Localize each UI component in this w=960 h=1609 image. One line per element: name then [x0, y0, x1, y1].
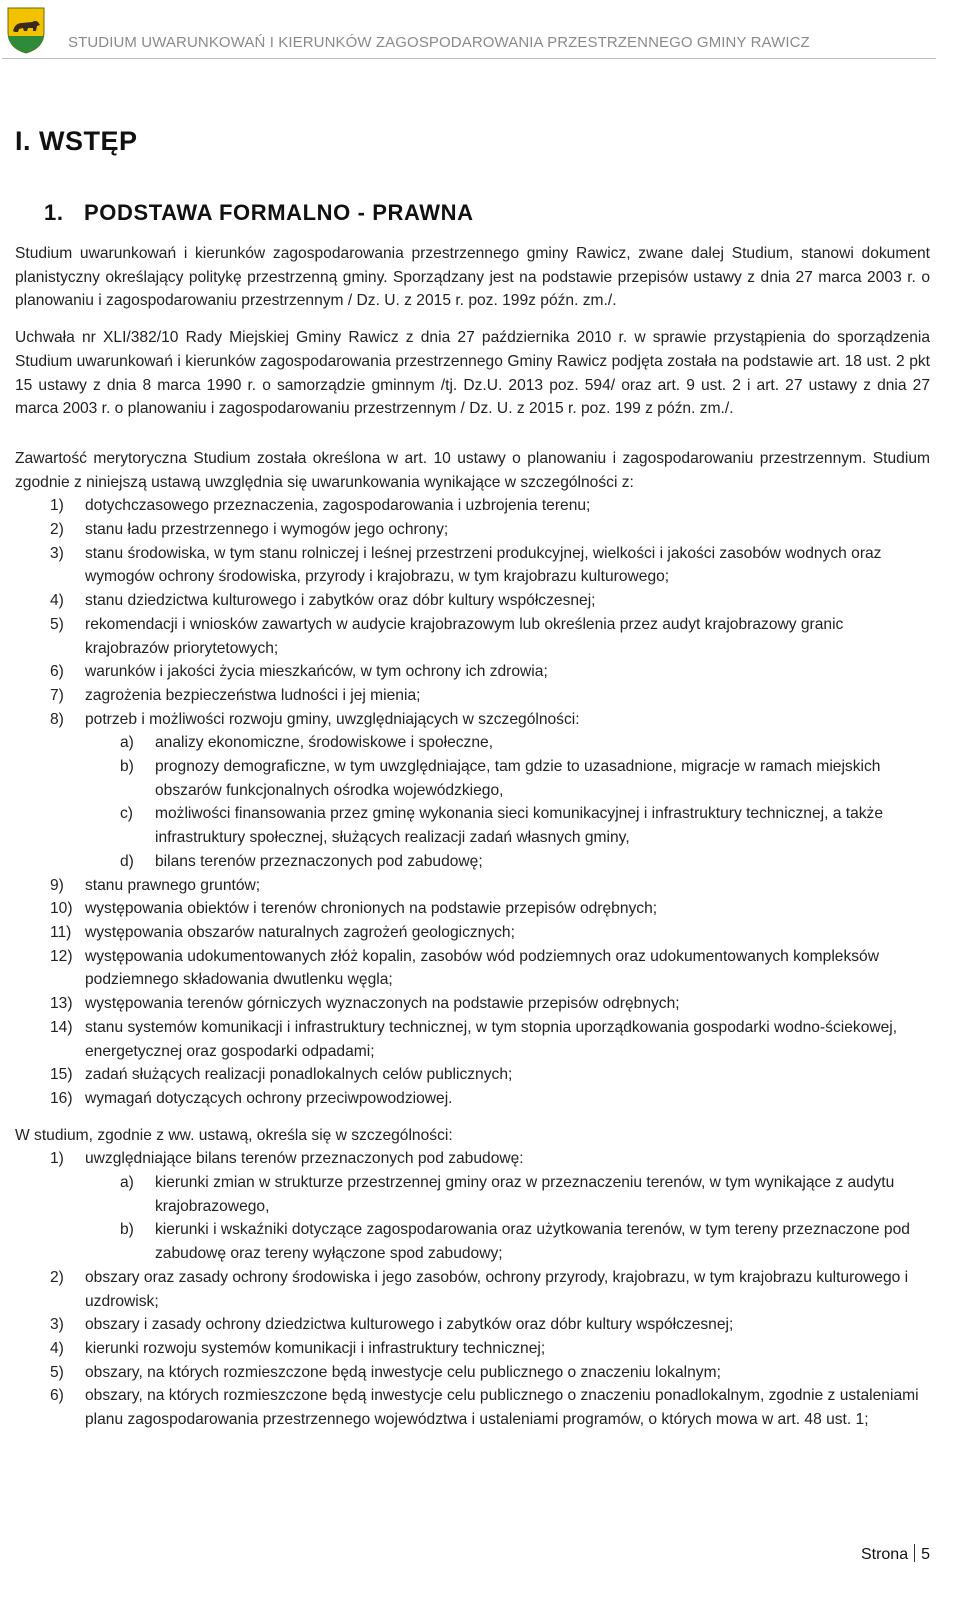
- list-item: [15, 945, 930, 992]
- list-item-text: rekomendacji i wniosków zawartych w audycie krajobrazowym lub określenia przez audyt krajobrazowy granic krajobrazów priorytetowych;: [85, 615, 844, 657]
- list-item-text: stanu prawnego gruntów;: [85, 876, 261, 894]
- section-heading: [44, 200, 474, 226]
- list-item-number: 4): [50, 1339, 64, 1357]
- list-item: [15, 1361, 930, 1385]
- list-item-number: 15): [50, 1066, 73, 1084]
- sub-list-item-letter: d): [120, 852, 134, 870]
- list-item: [15, 1384, 930, 1431]
- list-item-number: 6): [50, 1387, 64, 1405]
- list-item-text: wymagań dotyczących ochrony przeciwpowodziowej.: [85, 1089, 453, 1107]
- list-item: [15, 1016, 930, 1063]
- list-item-text: występowania obszarów naturalnych zagrożeń geologicznych;: [85, 923, 515, 941]
- list-item-text: dotychczasowego przeznaczenia, zagospodarowania i uzbrojenia terenu;: [85, 497, 591, 515]
- sub-list-item-letter: a): [120, 734, 134, 752]
- list-item-text: obszary oraz zasady ochrony środowiska i jego zasobów, ochrony przyrody, krajobrazu, w tym krajobrazu kulturowego i uzdrowisk;: [85, 1268, 909, 1310]
- list-item-text: zadań służących realizacji ponadlokalnych celów publicznych;: [85, 1066, 513, 1084]
- list-item: [15, 684, 930, 708]
- list-item-text: obszary, na których rozmieszczone będą inwestycje celu publicznego o znaczeniu lokalnym;: [85, 1363, 721, 1381]
- list-item: [15, 518, 930, 542]
- list-item-number: 3): [50, 1316, 64, 1334]
- paragraph-legal-basis: Studium uwarunkowań i kierunków zagospodarowania przestrzennego gminy Rawicz, zwane dalej Studium, stanowi dokument planistyczny określający politykę przestrzenną gminy. Sporządzany jest na podstawie przepisów ustawy z dnia 27 marca 2003 r. o planowaniu i zagospodarowaniu przestrzennym / Dz. U. z 2015 r. poz. 199z późn. zm./.: [15, 245, 930, 310]
- sub-list-item-text: prognozy demograficzne, w tym uwzględniające, tam gdzie to uzasadnione, migracje w ramach miejskich obszarów funkcjonalnych ośrodka wojewódzkiego,: [155, 758, 881, 799]
- sub-list-item-text: analizy ekonomiczne, środowiskowe i społeczne,: [155, 734, 494, 752]
- list-item: [15, 992, 930, 1016]
- footer-label: Strona: [860, 1546, 909, 1563]
- chapter-heading: I. WSTĘP: [15, 126, 138, 156]
- list-item-text: kierunki rozwoju systemów komunikacji i infrastruktury technicznej;: [85, 1339, 546, 1357]
- list-item: [15, 921, 930, 945]
- list-item-number: 2): [50, 1268, 64, 1286]
- list-item-number: 4): [50, 592, 64, 610]
- sub-list: [85, 731, 930, 873]
- list-item-number: 9): [50, 876, 64, 894]
- list-item-text: warunków i jakości życia mieszkańców, w tym ochrony ich zdrowia;: [85, 663, 548, 681]
- list-item: [15, 542, 930, 589]
- sub-list-item: [15, 1218, 930, 1265]
- sub-list-item: [15, 755, 930, 802]
- list-item-text: występowania udokumentowanych złóż kopalin, zasobów wód podziemnych oraz udokumentowanych kompleksów podziemnego składowania dwutlenku węgla;: [85, 947, 879, 989]
- list-item: [15, 708, 930, 874]
- list-item: [15, 1337, 930, 1361]
- conditions-list: [15, 494, 930, 1110]
- section-title: PODSTAWA FORMALNO - PRAWNA: [84, 200, 474, 225]
- page-footer: [861, 1544, 930, 1564]
- list-item-text: obszary i zasady ochrony dziedzictwa kulturowego i zabytków oraz dóbr kultury współczesnej;: [85, 1316, 734, 1334]
- list-item-text: zagrożenia bezpieczeństwa ludności i jej mienia;: [85, 686, 421, 704]
- list-item: [15, 1063, 930, 1087]
- list-item-text: obszary, na których rozmieszczone będą inwestycje celu publicznego o znaczeniu ponadlokalnym, zgodnie z ustaleniami planu zagospodarowania przestrzennego województwa i ustaleniami programów, o których mowa w art. 48 ust. 1;: [85, 1387, 919, 1429]
- list-item: [15, 1087, 930, 1111]
- list-item-number: 3): [50, 544, 64, 562]
- sub-list: [85, 1171, 930, 1266]
- sub-list-item-text: kierunki zmian w strukturze przestrzennej gminy oraz w przeznaczeniu terenów, w tym wynikające z audytu krajobrazowego,: [155, 1174, 895, 1215]
- list-item-number: 13): [50, 995, 73, 1013]
- list-item-text: stanu środowiska, w tym stanu rolniczej i leśnej przestrzeni produkcyjnej, wielkości i jakości zasobów wodnych oraz wymogów ochrony środowiska, przyrody i krajobrazu, w tym krajobrazu kulturowego;: [85, 544, 882, 586]
- list-item-number: 5): [50, 615, 64, 633]
- list-item-text: występowania terenów górniczych wyznaczonych na podstawie przepisów odrębnych;: [85, 995, 680, 1013]
- sub-list-item: [15, 802, 930, 849]
- list-item-number: 7): [50, 686, 64, 704]
- list-item-number: 2): [50, 521, 64, 539]
- sub-list-item-letter: b): [120, 1221, 134, 1239]
- paragraph-resolution: Uchwała nr XLI/382/10 Rady Miejskiej Gminy Rawicz z dnia 27 października 2010 r. w sprawie przystąpienia do sporządzenia Studium uwarunkowań i kierunków zagospodarowania przestrzennego Gminy Rawicz podjęta została na podstawie art. 18 ust. 2 pkt 15 ustawy z dnia 8 marca 1990 r. o samorządzie gminnym /tj. Dz.U. 2013 poz. 594/ oraz art. 9 ust. 2 i art. 27 ustawy z dnia 27 marca 2003 r. o planowaniu i zagospodarowaniu przestrzennym / Dz. U. z 2015 r. poz. 199 z późn. zm./.: [15, 329, 930, 418]
- sub-list-item: [15, 731, 930, 755]
- sub-list-item: [15, 1171, 930, 1218]
- list-item-number: 1): [50, 497, 64, 515]
- page-number: 5: [921, 1546, 930, 1563]
- sub-list-item-letter: a): [120, 1174, 134, 1192]
- list-item: [15, 897, 930, 921]
- list-item-text: stanu systemów komunikacji i infrastruktury technicznej, w tym stopnia uporządkowania gospodarki wodno-ściekowej, energetycznej oraz gospodarki odpadami;: [85, 1018, 898, 1060]
- list-item-number: 16): [50, 1089, 73, 1107]
- list-item-text: uwzględniające bilans terenów przeznaczonych pod zabudowę:: [85, 1150, 524, 1168]
- list-item-number: 8): [50, 710, 64, 728]
- header-divider: [2, 58, 936, 59]
- sub-list-item-text: możliwości finansowania przez gminę wykonania sieci komunikacyjnej i infrastruktury technicznej, a także infrastruktury społecznej, służących realizacji zadań własnych gminy,: [155, 805, 884, 847]
- list-item-text: stanu dziedzictwa kulturowego i zabytków oraz dóbr kultury współczesnej;: [85, 592, 596, 610]
- sub-list-item-letter: b): [120, 758, 134, 776]
- header-title: STUDIUM UWARUNKOWAŃ I KIERUNKÓW ZAGOSPODAROWANIA PRZESTRZENNEGO GMINY RAWICZ: [68, 34, 810, 51]
- list-item-number: 1): [50, 1150, 64, 1168]
- list-item: [15, 1266, 930, 1313]
- list-item-number: 5): [50, 1363, 64, 1381]
- list-item: [15, 874, 930, 898]
- list-item: [15, 660, 930, 684]
- list-item: [15, 613, 930, 660]
- list-item: [15, 589, 930, 613]
- determinations-list: [15, 1147, 930, 1431]
- list-item-text: potrzeb i możliwości rozwoju gminy, uwzględniających w szczególności:: [85, 710, 580, 728]
- list-item-number: 10): [50, 900, 73, 918]
- list-item-number: 14): [50, 1018, 73, 1036]
- paragraph-content-scope: Zawartość merytoryczna Studium została określona w art. 10 ustawy o planowaniu i zagospodarowaniu przestrzennym. Studium zgodnie z niniejszą ustawą uwzględnia się uwarunkowania wynikające w szczególności z:: [15, 449, 930, 491]
- list-item-number: 12): [50, 947, 73, 965]
- sub-list-item-text: bilans terenów przeznaczonych pod zabudowę;: [155, 852, 483, 870]
- list-item: [15, 1147, 930, 1266]
- bear-coat-of-arms-icon: [6, 6, 46, 54]
- paragraph-determinations: W studium, zgodnie z ww. ustawą, określa się w szczególności:: [15, 1126, 453, 1144]
- page-header: [0, 0, 960, 60]
- footer-separator: [914, 1544, 915, 1562]
- list-item-text: występowania obiektów i terenów chronionych na podstawie przepisów odrębnych;: [85, 900, 658, 918]
- list-item-number: 6): [50, 663, 64, 681]
- sub-list-item-text: kierunki i wskaźniki dotyczące zagospodarowania oraz użytkowania terenów, w tym tereny przeznaczone pod zabudowę oraz tereny wyłączone spod zabudowy;: [155, 1221, 910, 1263]
- list-item-number: 11): [50, 923, 72, 941]
- document-body: [15, 242, 930, 1432]
- list-item-text: stanu ładu przestrzennego i wymogów jego ochrony;: [85, 521, 449, 539]
- section-number: 1.: [44, 200, 64, 225]
- sub-list-item-letter: c): [120, 805, 133, 823]
- list-item: [15, 494, 930, 518]
- list-item: [15, 1313, 930, 1337]
- sub-list-item: [15, 850, 930, 874]
